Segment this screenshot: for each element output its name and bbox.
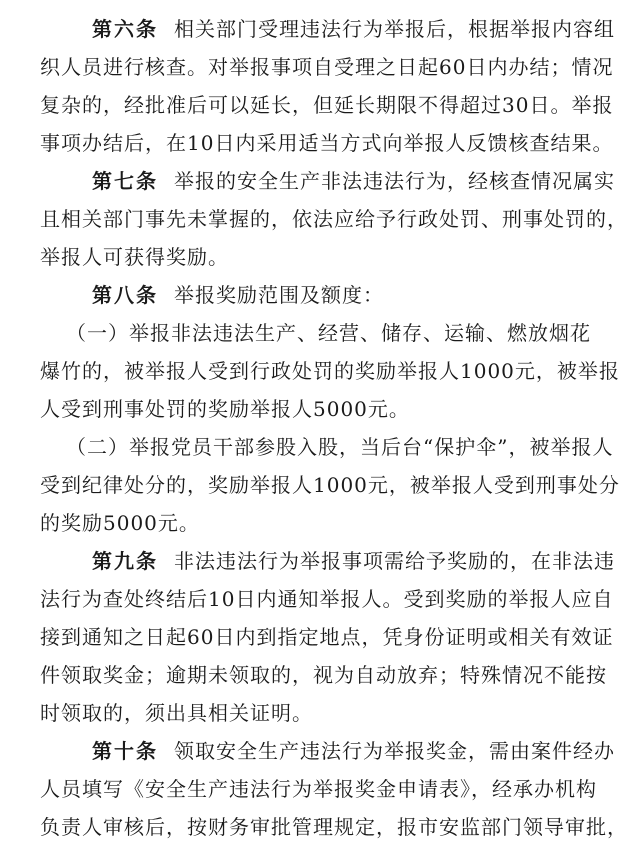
article-8-title: 第八条: [92, 283, 158, 307]
article-6-line-2: 织人员进行核查。对举报事项自受理之日起60日内办结；情况: [40, 55, 614, 79]
article-7-line-3: 举报人可获得奖励。: [40, 245, 229, 269]
article-7-text-1: 举报的安全生产非法违法行为，经核查情况属实: [174, 169, 615, 193]
article-6-title: 第六条: [92, 17, 158, 41]
article-10-title: 第十条: [92, 739, 158, 763]
article-6-line-3: 复杂的，经批准后可以延长，但延长期限不得超过30日。举报: [40, 93, 614, 117]
article-8-item-2-line-1: （二）举报党员干部参股入股，当后台“保护伞”，被举报人: [66, 435, 614, 459]
article-10-line-1: [0, 732, 639, 770]
article-7-title: 第七条: [92, 169, 158, 193]
article-9-line-4: 件领取奖金；逾期未领取的，视为自动放弃；特殊情况不能按: [40, 663, 607, 687]
article-8-item-1-line-2: 爆竹的，被举报人受到行政处罚的奖励举报人1000元，被举报: [40, 359, 620, 383]
article-10-line-3: 负责人审核后，按财务审批管理规定，报市安监部门领导审批，: [40, 815, 628, 839]
article-9-text-1: 非法违法行为举报事项需给予奖励的，在非法违: [174, 549, 615, 573]
article-9-line-5: 时领取的，须出具相关证明。: [40, 701, 313, 725]
article-10-text-1: 领取安全生产违法行为举报奖金，需由案件经办: [174, 739, 615, 763]
article-7-line-1: [0, 162, 639, 200]
article-9-title: 第九条: [92, 549, 158, 573]
article-8-item-1-line-1: （一）举报非法违法生产、经营、储存、运输、燃放烟花: [66, 321, 591, 345]
article-7-line-2: 且相关部门事先未掌握的，依法应给予行政处罚、刑事处罚的，: [40, 207, 628, 231]
article-8-line-1: [0, 276, 639, 314]
article-8-item-1-line-3: 人受到刑事处罚的奖励举报人5000元。: [40, 397, 410, 421]
article-6-line-4: 事项办结后，在10日内采用适当方式向举报人反馈核查结果。: [40, 131, 614, 155]
article-9-line-3: 接到通知之日起60日内到指定地点，凭身份证明或相关有效证: [40, 625, 614, 649]
article-8-item-2-line-2: 受到纪律处分的，奖励举报人1000元，被举报人受到刑事处分: [40, 473, 620, 497]
article-9-line-1: [0, 542, 639, 580]
article-9-line-2: 法行为查处终结后10日内通知举报人。受到奖励的举报人应自: [40, 587, 614, 611]
article-6-line-1: [0, 10, 639, 48]
article-10-line-2: 人员填写《安全生产违法行为举报奖金申请表》，经承办机构: [40, 777, 597, 801]
article-8-text-1: 举报奖励范围及额度：: [174, 283, 384, 307]
article-8-item-2-line-3: 的奖励5000元。: [40, 511, 200, 535]
article-6-text-1: 相关部门受理违法行为举报后，根据举报内容组: [174, 17, 615, 41]
